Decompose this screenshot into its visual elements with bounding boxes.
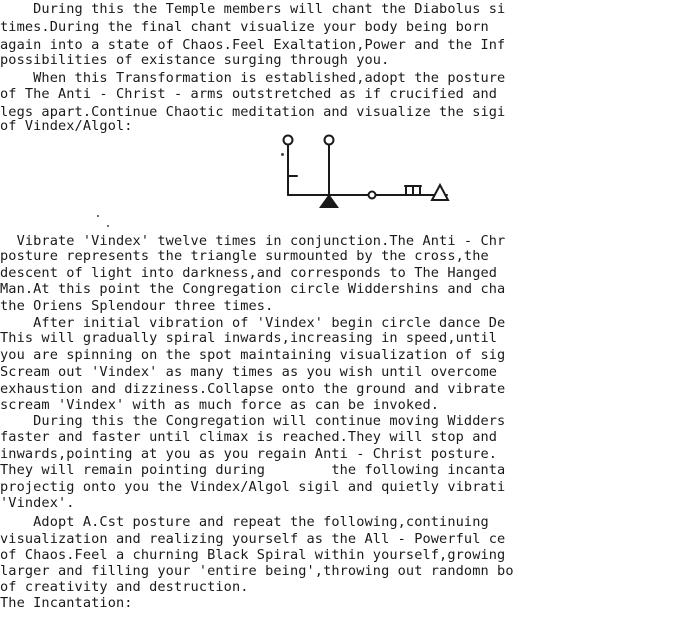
text-line: legs apart.Continue Chaotic meditation and visualize the sigi bbox=[0, 104, 506, 120]
text-line: possibilities of existance surging through you. bbox=[0, 52, 390, 68]
text-line: faster and faster until climax is reached.They will stop and bbox=[0, 429, 498, 445]
text-line: of creativity and destruction. bbox=[0, 579, 249, 595]
text-line: 'Vindex'. bbox=[0, 495, 75, 511]
text-line: Scream out 'Vindex' as many times as you wish until overcome bbox=[0, 364, 498, 380]
text-line: times.During the final chant visualize your body being born bbox=[0, 19, 489, 35]
text-line: of Chaos.Feel a churning Black Spiral within yourself,growing bbox=[0, 547, 506, 563]
scan-speck bbox=[107, 225, 109, 227]
text-line: When this Transformation is established,adopt the posture bbox=[0, 70, 506, 86]
text-line: Adopt A.Cst posture and repeat the following,continuing bbox=[0, 514, 489, 530]
text-line: of The Anti - Christ - arms outstretched as if crucified and bbox=[0, 86, 498, 102]
sigil-center-circle bbox=[325, 136, 334, 145]
scan-speck bbox=[97, 215, 99, 217]
text-line: They will remain pointing during the following incanta bbox=[0, 462, 506, 478]
text-line: scream 'Vindex' with as much force as can be invoked. bbox=[0, 397, 440, 413]
text-line: The Incantation: bbox=[0, 595, 133, 611]
vindex-algol-sigil bbox=[255, 128, 465, 213]
text-line: This will gradually spiral inwards,increasing in speed,until bbox=[0, 330, 498, 346]
text-line: of Vindex/Algol: bbox=[0, 118, 133, 134]
text-line: visualization and realizing yourself as the All - Powerful ce bbox=[0, 531, 506, 547]
sigil-filled-triangle bbox=[319, 194, 339, 208]
text-line: posture represents the triangle surmounted by the cross,the bbox=[0, 248, 489, 264]
scan-speck bbox=[281, 153, 284, 156]
text-line: again into a state of Chaos.Feel Exaltation,Power and the Inf bbox=[0, 37, 506, 53]
text-line: exhaustion and dizziness.Collapse onto the ground and vibrate bbox=[0, 381, 506, 397]
text-line: During this the Congregation will continue moving Widders bbox=[0, 413, 506, 429]
text-line: inwards,pointing at you as you regain Anti - Christ posture. bbox=[0, 446, 498, 462]
sigil-left-circle bbox=[284, 136, 293, 145]
sigil-small-circle bbox=[369, 192, 376, 199]
text-line: the Oriens Splendour three times. bbox=[0, 298, 274, 314]
sigil-open-triangle bbox=[432, 185, 448, 200]
text-line: Man.At this point the Congregation circle Widdershins and cha bbox=[0, 281, 506, 297]
text-line: you are spinning on the spot maintaining visualization of sig bbox=[0, 347, 506, 363]
text-line: larger and filling your 'entire being',throwing out randomn bo bbox=[0, 563, 514, 579]
text-line: Vibrate 'Vindex' twelve times in conjunction.The Anti - Chr bbox=[0, 233, 506, 249]
text-line: During this the Temple members will chant the Diabolus si bbox=[0, 1, 506, 17]
text-line: After initial vibration of 'Vindex' begin circle dance De bbox=[0, 315, 506, 331]
text-line: projectig onto you the Vindex/Algol sigil and quietly vibrati bbox=[0, 479, 506, 495]
text-line: descent of light into darkness,and corresponds to The Hanged bbox=[0, 265, 498, 281]
